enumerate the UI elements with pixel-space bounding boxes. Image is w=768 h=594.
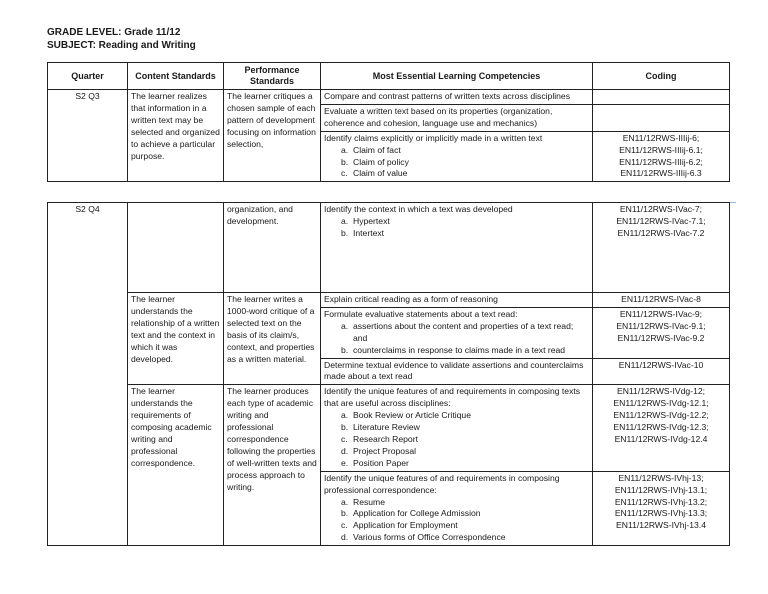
coding-cell: EN11/12RWS-IVac-10 (593, 358, 730, 385)
competency-subitem: c. Research Report (341, 433, 418, 444)
competency-cell: Compare and contrast patterns of written texts across disciplines (321, 90, 593, 105)
competency-cell: Identify the unique features of and requirements in composing texts that are useful across disciplines: a. Book Review or Article Critique b. Literature Review c. Research Report d. Project Proposal e. Position Paper (321, 385, 593, 471)
competency-subitem: a. Book Review or Article Critique (341, 410, 471, 421)
coding-cell: EN11/12RWS-IVac-7; EN11/12RWS-IVac-7.1; EN11/12RWS-IVac-7.2 (593, 203, 730, 293)
col-header-performance-standards: Performance Standards (224, 63, 321, 90)
coding-cell (593, 104, 730, 131)
competency-subitem: b. Intertext (341, 227, 385, 238)
competency-subitem: d. Project Proposal (341, 445, 417, 456)
coding-cell: EN11/12RWS-IVdg-12; EN11/12RWS-IVdg-12.1; EN11/12RWS-IVdg-12.2; EN11/12RWS-IVdg-12.3; EN11/12RWS-IVdg-12.4 (593, 385, 730, 471)
content-standard-cell: The learner understands the relationship of a written text and the context in which it was developed. (128, 293, 224, 385)
performance-standard-cell: organization, and development. (224, 203, 321, 293)
table-row (48, 293, 730, 308)
subject-heading: SUBJECT: Reading and Writing (47, 40, 196, 51)
table-row (48, 203, 730, 293)
competency-cell: Identify the context in which a text was developed a. Hypertext b. Intertext (321, 203, 593, 293)
competency-cell: Explain critical reading as a form of reasoning (321, 293, 593, 308)
performance-standard-cell: The learner writes a 1000-word critique of a selected text on the basis of its claim/s, context, and properties as a written material. (224, 293, 321, 385)
competency-subitem: b. Literature Review (341, 422, 420, 433)
competency-cell: Determine textual evidence to validate assertions and counterclaims made about a text read (321, 358, 593, 385)
table-row (48, 385, 730, 471)
coding-cell (593, 90, 730, 105)
competency-subitem: a. Claim of fact (341, 144, 401, 155)
quarter-cell: S2 Q3 (48, 90, 128, 182)
competency-subitem: e. Position Paper (341, 457, 409, 468)
quarter-cell: S2 Q4 (48, 203, 128, 546)
competency-subitem: a. Hypertext (341, 215, 390, 226)
coding-cell: EN11/12RWS-IIIij-6; EN11/12RWS-IIIij-6.1; EN11/12RWS-IIIij-6.2; EN11/12RWS-IIIij-6.3 (593, 131, 730, 182)
col-header-quarter: Quarter (48, 63, 128, 90)
competency-subitem: b. Claim of policy (341, 156, 409, 167)
content-standard-cell: The learner realizes that information in a written text may be selected and organized to achieve a particular purpose. (128, 90, 224, 182)
competency-subitem: d. Various forms of Office Correspondence (341, 532, 506, 543)
competency-subitem: c. Claim of value (341, 168, 408, 179)
page-edge-mark (730, 202, 736, 209)
competency-cell: Identify the unique features of and requirements in composing professional correspondence: a. Resume b. Application for College Admission c. Application for Employment d. Various forms of Office Correspondence (321, 471, 593, 545)
coding-cell: EN11/12RWS-IVac-8 (593, 293, 730, 308)
competencies-table-q3 (47, 62, 730, 182)
competency-subitem: a. assertions about the content and properties of a text read; and (341, 320, 574, 343)
grade-level-heading: GRADE LEVEL: Grade 11/12 (47, 27, 181, 38)
coding-cell: EN11/12RWS-IVac-9; EN11/12RWS-IVac-9.1; EN11/12RWS-IVac-9.2 (593, 307, 730, 358)
competency-subitem: b. Application for College Admission (341, 508, 481, 519)
coding-cell: EN11/12RWS-IVhj-13; EN11/12RWS-IVhj-13.1; EN11/12RWS-IVhj-13.2; EN11/12RWS-IVhj-13.3; EN11/12RWS-IVhj-13.4 (593, 471, 730, 545)
performance-standard-cell: The learner produces each type of academic writing and professional correspondence following the properties of well-written texts and process approach to writing. (224, 385, 321, 546)
competency-cell (321, 131, 593, 182)
col-header-content-standards: Content Standards (128, 63, 224, 90)
competency-subitem: b. counterclaims in response to claims made in a text read (341, 344, 566, 355)
performance-standard-cell: The learner critiques a chosen sample of each pattern of development focusing on information selection, (224, 90, 321, 182)
competencies-table-q4 (47, 202, 730, 546)
table-row (48, 90, 730, 105)
competency-cell: Evaluate a written text based on its properties (organization, coherence and cohesion, language use and mechanics) (321, 104, 593, 131)
competency-cell: Formulate evaluative statements about a text read: a. assertions about the content and properties of a text read; and b. counterclaims in response to claims made in a text read (321, 307, 593, 358)
competency-subitem: c. Application for Employment (341, 520, 458, 531)
col-header-competencies: Most Essential Learning Competencies (321, 63, 593, 90)
col-header-coding: Coding (593, 63, 730, 90)
table-header-row (48, 63, 730, 90)
content-standard-cell: The learner understands the requirements of composing academic writing and professional correspondence. (128, 385, 224, 546)
competency-text: Identify claims explicitly or implicitly made in a written text (324, 132, 543, 143)
competency-subitem: a. Resume (341, 496, 385, 507)
content-standard-cell (128, 203, 224, 293)
